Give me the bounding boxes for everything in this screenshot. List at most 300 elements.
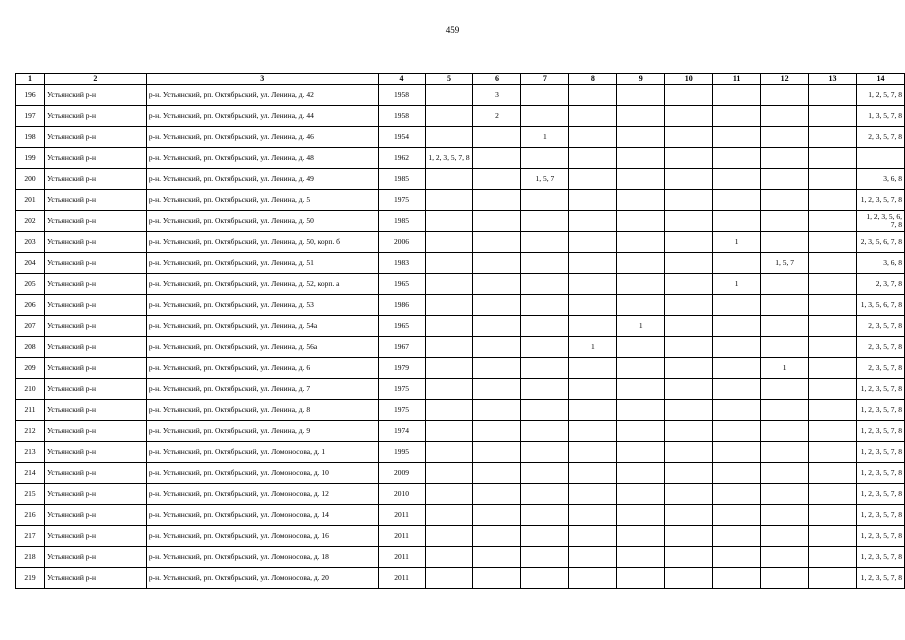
col14-cell: 1, 2, 3, 5, 7, 8 [856, 421, 904, 442]
district-cell: Устьянский р-н [44, 190, 146, 211]
row-number-cell: 200 [16, 169, 45, 190]
district-cell: Устьянский р-н [44, 526, 146, 547]
col10-cell [665, 400, 713, 421]
address-cell: р-н. Устьянский, рп. Октябрьский, ул. Ленина, д. 50 [146, 211, 378, 232]
col13-cell [809, 232, 857, 253]
col6-cell [473, 442, 521, 463]
col10-cell [665, 505, 713, 526]
col14-cell: 2, 3, 5, 7, 8 [856, 127, 904, 148]
col14-cell: 1, 2, 3, 5, 7, 8 [856, 190, 904, 211]
row-number-cell: 202 [16, 211, 45, 232]
col12-cell [761, 274, 809, 295]
col11-cell [713, 526, 761, 547]
col14-cell: 1, 2, 3, 5, 7, 8 [856, 484, 904, 505]
col13-cell [809, 421, 857, 442]
row-number-cell: 201 [16, 190, 45, 211]
col14-cell: 1, 2, 3, 5, 7, 8 [856, 547, 904, 568]
col12-cell [761, 463, 809, 484]
col6-cell [473, 169, 521, 190]
year-cell: 1985 [378, 211, 425, 232]
col6-cell [473, 316, 521, 337]
col14-cell: 3, 6, 8 [856, 253, 904, 274]
col-header-7: 7 [521, 74, 569, 85]
col9-cell [617, 484, 665, 505]
col12-cell [761, 190, 809, 211]
district-cell: Устьянский р-н [44, 253, 146, 274]
col5-cell [425, 379, 473, 400]
col5-cell [425, 232, 473, 253]
col5-cell [425, 295, 473, 316]
address-cell: р-н. Устьянский, рп. Октябрьский, ул. Ленина, д. 7 [146, 379, 378, 400]
col5-cell: 1, 2, 3, 5, 7, 8 [425, 148, 473, 169]
year-cell: 1985 [378, 169, 425, 190]
row-number-cell: 212 [16, 421, 45, 442]
col10-cell [665, 190, 713, 211]
row-number-cell: 205 [16, 274, 45, 295]
col13-cell [809, 127, 857, 148]
col12-cell: 1, 5, 7 [761, 253, 809, 274]
year-cell: 1995 [378, 442, 425, 463]
col10-cell [665, 358, 713, 379]
col6-cell: 2 [473, 106, 521, 127]
col8-cell [569, 106, 617, 127]
col14-cell: 1, 3, 5, 7, 8 [856, 106, 904, 127]
col7-cell [521, 442, 569, 463]
col-header-12: 12 [761, 74, 809, 85]
col13-cell [809, 211, 857, 232]
col12-cell [761, 169, 809, 190]
col5-cell [425, 463, 473, 484]
row-number-cell: 213 [16, 442, 45, 463]
table-row [16, 337, 905, 358]
col13-cell [809, 190, 857, 211]
col7-cell [521, 379, 569, 400]
col14-cell: 1, 2, 3, 5, 7, 8 [856, 526, 904, 547]
row-number-cell: 215 [16, 484, 45, 505]
col7-cell [521, 568, 569, 589]
col7-cell [521, 316, 569, 337]
col6-cell [473, 211, 521, 232]
col6-cell [473, 547, 521, 568]
col8-cell [569, 484, 617, 505]
col7-cell [521, 421, 569, 442]
col10-cell [665, 442, 713, 463]
address-cell: р-н. Устьянский, рп. Октябрьский, ул. Ленина, д. 48 [146, 148, 378, 169]
district-cell: Устьянский р-н [44, 547, 146, 568]
table-row [16, 505, 905, 526]
col7-cell [521, 295, 569, 316]
col7-cell [521, 232, 569, 253]
address-cell: р-н. Устьянский, рп. Октябрьский, ул. Ленина, д. 44 [146, 106, 378, 127]
table-row [16, 106, 905, 127]
col10-cell [665, 484, 713, 505]
row-number-cell: 196 [16, 85, 45, 106]
col14-cell [856, 148, 904, 169]
address-cell: р-н. Устьянский, рп. Октябрьский, ул. Ломоносова, д. 20 [146, 568, 378, 589]
table-body [16, 85, 905, 589]
year-cell: 1958 [378, 85, 425, 106]
col12-cell [761, 379, 809, 400]
col14-cell: 1, 2, 3, 5, 7, 8 [856, 442, 904, 463]
col10-cell [665, 379, 713, 400]
col-header-13: 13 [809, 74, 857, 85]
year-cell: 1975 [378, 379, 425, 400]
col9-cell [617, 85, 665, 106]
col9-cell [617, 274, 665, 295]
col8-cell: 1 [569, 337, 617, 358]
col7-cell: 1 [521, 127, 569, 148]
col11-cell [713, 547, 761, 568]
col7-cell [521, 358, 569, 379]
district-cell: Устьянский р-н [44, 232, 146, 253]
district-cell: Устьянский р-н [44, 442, 146, 463]
col7-cell [521, 106, 569, 127]
district-cell: Устьянский р-н [44, 379, 146, 400]
table-row [16, 148, 905, 169]
col13-cell [809, 148, 857, 169]
col9-cell: 1 [617, 316, 665, 337]
col11-cell [713, 421, 761, 442]
col12-cell [761, 421, 809, 442]
col-header-2: 2 [44, 74, 146, 85]
col-header-14: 14 [856, 74, 904, 85]
col10-cell [665, 127, 713, 148]
col12-cell: 1 [761, 358, 809, 379]
col10-cell [665, 295, 713, 316]
row-number-cell: 203 [16, 232, 45, 253]
col6-cell [473, 379, 521, 400]
col7-cell [521, 190, 569, 211]
col6-cell [473, 253, 521, 274]
col7-cell [521, 463, 569, 484]
col14-cell: 1, 2, 3, 5, 6, 7, 8 [856, 211, 904, 232]
col5-cell [425, 442, 473, 463]
col-header-6: 6 [473, 74, 521, 85]
col12-cell [761, 85, 809, 106]
page-number: 459 [445, 25, 460, 35]
col5-cell [425, 190, 473, 211]
col5-cell [425, 169, 473, 190]
col10-cell [665, 547, 713, 568]
col8-cell [569, 547, 617, 568]
col9-cell [617, 190, 665, 211]
col-header-5: 5 [425, 74, 473, 85]
row-number-cell: 199 [16, 148, 45, 169]
col9-cell [617, 211, 665, 232]
col6-cell [473, 484, 521, 505]
address-cell: р-н. Устьянский, рп. Октябрьский, ул. Ленина, д. 8 [146, 400, 378, 421]
col11-cell [713, 379, 761, 400]
col12-cell [761, 211, 809, 232]
col9-cell [617, 421, 665, 442]
district-cell: Устьянский р-н [44, 316, 146, 337]
col6-cell [473, 505, 521, 526]
col11-cell [713, 463, 761, 484]
col-header-1: 1 [16, 74, 45, 85]
col5-cell [425, 505, 473, 526]
col10-cell [665, 106, 713, 127]
col11-cell: 1 [713, 274, 761, 295]
col13-cell [809, 274, 857, 295]
col11-cell [713, 169, 761, 190]
col13-cell [809, 316, 857, 337]
col12-cell [761, 148, 809, 169]
col6-cell [473, 274, 521, 295]
col5-cell [425, 484, 473, 505]
col13-cell [809, 400, 857, 421]
year-cell: 1986 [378, 295, 425, 316]
col11-cell [713, 484, 761, 505]
col5-cell [425, 211, 473, 232]
col5-cell [425, 337, 473, 358]
district-cell: Устьянский р-н [44, 274, 146, 295]
district-cell: Устьянский р-н [44, 568, 146, 589]
col9-cell [617, 442, 665, 463]
col8-cell [569, 526, 617, 547]
col8-cell [569, 169, 617, 190]
district-cell: Устьянский р-н [44, 484, 146, 505]
table-row [16, 232, 905, 253]
col5-cell [425, 127, 473, 148]
year-cell: 2011 [378, 526, 425, 547]
col11-cell [713, 568, 761, 589]
col-header-9: 9 [617, 74, 665, 85]
housing-register-table [15, 73, 905, 589]
address-cell: р-н. Устьянский, рп. Октябрьский, ул. Ленина, д. 49 [146, 169, 378, 190]
row-number-cell: 211 [16, 400, 45, 421]
year-cell: 1974 [378, 421, 425, 442]
col12-cell [761, 547, 809, 568]
col12-cell [761, 568, 809, 589]
year-cell: 1962 [378, 148, 425, 169]
address-cell: р-н. Устьянский, рп. Октябрьский, ул. Ломоносова, д. 16 [146, 526, 378, 547]
col13-cell [809, 169, 857, 190]
col8-cell [569, 568, 617, 589]
col13-cell [809, 568, 857, 589]
table-row [16, 295, 905, 316]
district-cell: Устьянский р-н [44, 421, 146, 442]
col8-cell [569, 295, 617, 316]
col-header-3: 3 [146, 74, 378, 85]
table-row [16, 442, 905, 463]
address-cell: р-н. Устьянский, рп. Октябрьский, ул. Ленина, д. 46 [146, 127, 378, 148]
table-row [16, 547, 905, 568]
col9-cell [617, 358, 665, 379]
col11-cell [713, 253, 761, 274]
address-cell: р-н. Устьянский, рп. Октябрьский, ул. Ленина, д. 42 [146, 85, 378, 106]
col9-cell [617, 337, 665, 358]
row-number-cell: 214 [16, 463, 45, 484]
col13-cell [809, 484, 857, 505]
col9-cell [617, 295, 665, 316]
col9-cell [617, 463, 665, 484]
col8-cell [569, 148, 617, 169]
address-cell: р-н. Устьянский, рп. Октябрьский, ул. Ломоносова, д. 14 [146, 505, 378, 526]
col6-cell [473, 463, 521, 484]
table-row [16, 190, 905, 211]
address-cell: р-н. Устьянский, рп. Октябрьский, ул. Ленина, д. 5 [146, 190, 378, 211]
table-row [16, 463, 905, 484]
col6-cell: 3 [473, 85, 521, 106]
col8-cell [569, 463, 617, 484]
col13-cell [809, 85, 857, 106]
col5-cell [425, 274, 473, 295]
col13-cell [809, 253, 857, 274]
col8-cell [569, 211, 617, 232]
col14-cell: 3, 6, 8 [856, 169, 904, 190]
col6-cell [473, 148, 521, 169]
address-cell: р-н. Устьянский, рп. Октябрьский, ул. Ленина, д. 53 [146, 295, 378, 316]
year-cell: 1967 [378, 337, 425, 358]
col6-cell [473, 232, 521, 253]
col6-cell [473, 127, 521, 148]
address-cell: р-н. Устьянский, рп. Октябрьский, ул. Ломоносова, д. 18 [146, 547, 378, 568]
col12-cell [761, 337, 809, 358]
col11-cell [713, 127, 761, 148]
table-row [16, 379, 905, 400]
col10-cell [665, 463, 713, 484]
col11-cell: 1 [713, 232, 761, 253]
col8-cell [569, 421, 617, 442]
col6-cell [473, 421, 521, 442]
year-cell: 1958 [378, 106, 425, 127]
col8-cell [569, 358, 617, 379]
col11-cell [713, 148, 761, 169]
col12-cell [761, 316, 809, 337]
col13-cell [809, 379, 857, 400]
district-cell: Устьянский р-н [44, 127, 146, 148]
col11-cell [713, 358, 761, 379]
row-number-cell: 207 [16, 316, 45, 337]
col14-cell: 1, 2, 3, 5, 7, 8 [856, 568, 904, 589]
col6-cell [473, 190, 521, 211]
col11-cell [713, 400, 761, 421]
col8-cell [569, 190, 617, 211]
year-cell: 1965 [378, 316, 425, 337]
col9-cell [617, 169, 665, 190]
col14-cell: 1, 2, 5, 7, 8 [856, 85, 904, 106]
year-cell: 1975 [378, 400, 425, 421]
year-cell: 1965 [378, 274, 425, 295]
col9-cell [617, 568, 665, 589]
year-cell: 2010 [378, 484, 425, 505]
district-cell: Устьянский р-н [44, 505, 146, 526]
address-cell: р-н. Устьянский, рп. Октябрьский, ул. Ленина, д. 9 [146, 421, 378, 442]
col14-cell: 2, 3, 7, 8 [856, 274, 904, 295]
year-cell: 2011 [378, 547, 425, 568]
col7-cell [521, 85, 569, 106]
col9-cell [617, 106, 665, 127]
col10-cell [665, 211, 713, 232]
col11-cell [713, 295, 761, 316]
col13-cell [809, 442, 857, 463]
table-row [16, 358, 905, 379]
col9-cell [617, 526, 665, 547]
col13-cell [809, 526, 857, 547]
table-row [16, 274, 905, 295]
address-cell: р-н. Устьянский, рп. Октябрьский, ул. Ленина, д. 6 [146, 358, 378, 379]
col9-cell [617, 232, 665, 253]
col7-cell [521, 547, 569, 568]
year-cell: 2006 [378, 232, 425, 253]
col14-cell: 2, 3, 5, 7, 8 [856, 358, 904, 379]
address-cell: р-н. Устьянский, рп. Октябрьский, ул. Ленина, д. 50, корп. б [146, 232, 378, 253]
row-number-cell: 218 [16, 547, 45, 568]
district-cell: Устьянский р-н [44, 85, 146, 106]
district-cell: Устьянский р-н [44, 148, 146, 169]
row-number-cell: 198 [16, 127, 45, 148]
col5-cell [425, 106, 473, 127]
col8-cell [569, 442, 617, 463]
col9-cell [617, 379, 665, 400]
table-row [16, 316, 905, 337]
district-cell: Устьянский р-н [44, 211, 146, 232]
col7-cell [521, 274, 569, 295]
col9-cell [617, 400, 665, 421]
col12-cell [761, 484, 809, 505]
col5-cell [425, 358, 473, 379]
row-number-cell: 208 [16, 337, 45, 358]
col7-cell [521, 526, 569, 547]
col12-cell [761, 295, 809, 316]
col12-cell [761, 442, 809, 463]
col8-cell [569, 253, 617, 274]
col10-cell [665, 526, 713, 547]
col11-cell [713, 442, 761, 463]
table-row [16, 127, 905, 148]
address-cell: р-н. Устьянский, рп. Октябрьский, ул. Ломоносова, д. 1 [146, 442, 378, 463]
header-row [16, 74, 905, 85]
col9-cell [617, 505, 665, 526]
col5-cell [425, 253, 473, 274]
col13-cell [809, 358, 857, 379]
col-header-4: 4 [378, 74, 425, 85]
col7-cell [521, 211, 569, 232]
col11-cell [713, 190, 761, 211]
col5-cell [425, 400, 473, 421]
col14-cell: 2, 3, 5, 7, 8 [856, 316, 904, 337]
address-cell: р-н. Устьянский, рп. Октябрьский, ул. Ленина, д. 56а [146, 337, 378, 358]
col5-cell [425, 316, 473, 337]
col7-cell: 1, 5, 7 [521, 169, 569, 190]
col10-cell [665, 274, 713, 295]
col12-cell [761, 526, 809, 547]
address-cell: р-н. Устьянский, рп. Октябрьский, ул. Ленина, д. 52, корп. а [146, 274, 378, 295]
col9-cell [617, 547, 665, 568]
table-row [16, 85, 905, 106]
col10-cell [665, 85, 713, 106]
col6-cell [473, 295, 521, 316]
col13-cell [809, 295, 857, 316]
col6-cell [473, 358, 521, 379]
year-cell: 1975 [378, 190, 425, 211]
row-number-cell: 216 [16, 505, 45, 526]
col10-cell [665, 316, 713, 337]
row-number-cell: 219 [16, 568, 45, 589]
col6-cell [473, 337, 521, 358]
col5-cell [425, 421, 473, 442]
year-cell: 1983 [378, 253, 425, 274]
col10-cell [665, 337, 713, 358]
district-cell: Устьянский р-н [44, 106, 146, 127]
col-header-11: 11 [713, 74, 761, 85]
col12-cell [761, 232, 809, 253]
row-number-cell: 217 [16, 526, 45, 547]
col7-cell [521, 484, 569, 505]
district-cell: Устьянский р-н [44, 358, 146, 379]
col14-cell: 2, 3, 5, 7, 8 [856, 337, 904, 358]
col14-cell: 1, 2, 3, 5, 7, 8 [856, 400, 904, 421]
